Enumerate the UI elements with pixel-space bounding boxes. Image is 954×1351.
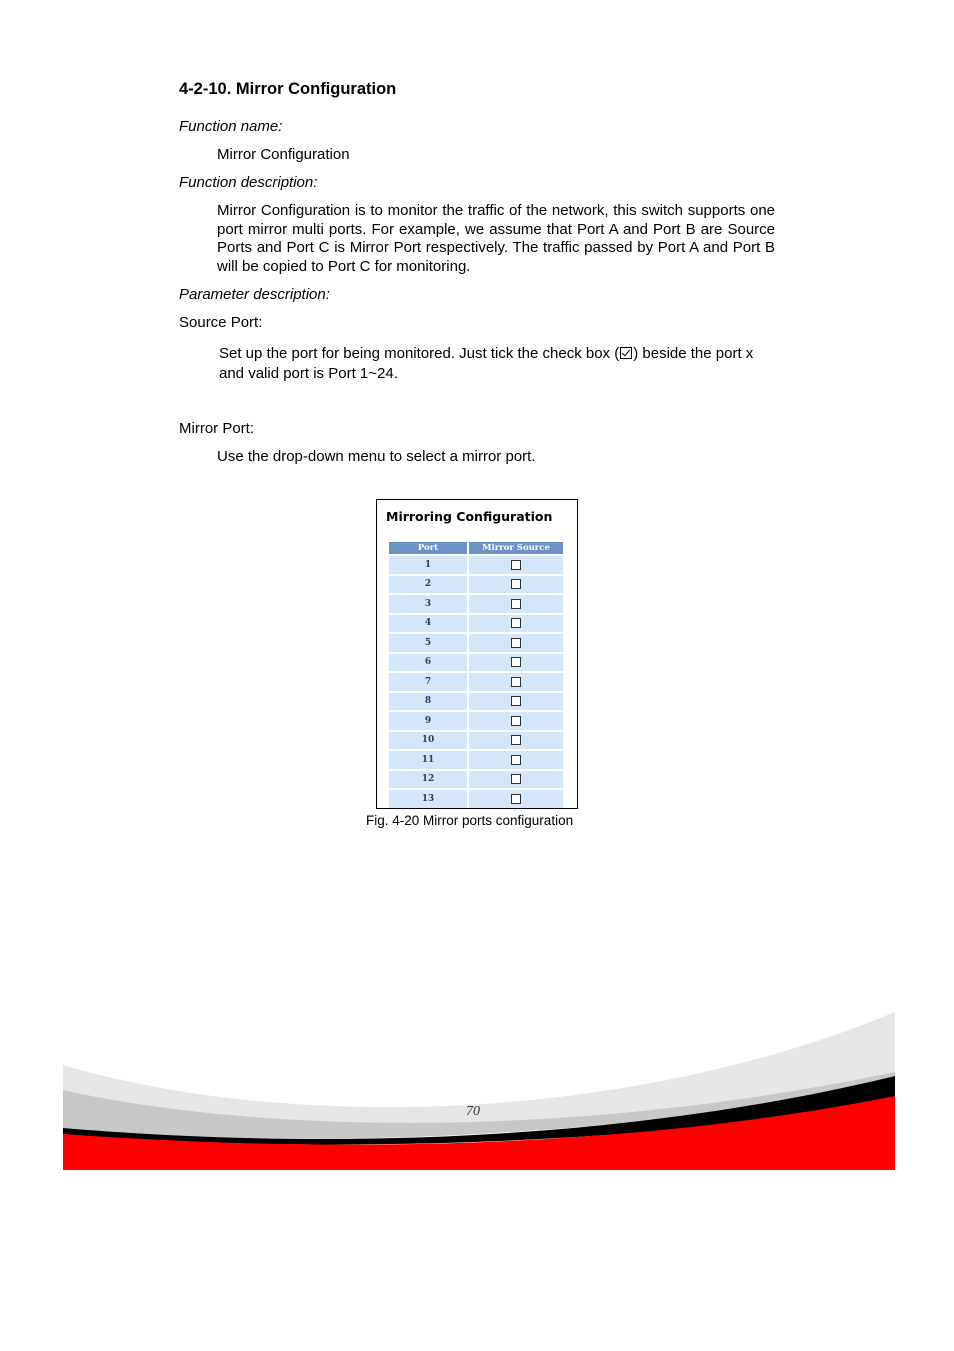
figure-caption: Fig. 4-20 Mirror ports configuration — [366, 813, 574, 828]
column-header-port: Port — [389, 542, 467, 554]
mirror-source-cell — [469, 693, 563, 711]
port-number: 2 — [389, 576, 467, 594]
port-number: 1 — [389, 556, 467, 574]
mirror-source-checkbox[interactable] — [511, 638, 521, 648]
table-row — [389, 712, 563, 730]
port-number: 8 — [389, 693, 467, 711]
table-row — [389, 556, 563, 574]
mirror-source-cell — [469, 751, 563, 769]
mirror-source-checkbox[interactable] — [511, 794, 521, 804]
mirror-source-cell — [469, 595, 563, 613]
port-number: 9 — [389, 712, 467, 730]
table-row — [389, 732, 563, 750]
port-number: 10 — [389, 732, 467, 750]
mirror-source-cell — [469, 712, 563, 730]
mirror-source-cell — [469, 615, 563, 633]
mirror-table — [387, 540, 565, 809]
port-number: 13 — [389, 790, 467, 808]
port-number: 12 — [389, 771, 467, 789]
mirror-source-checkbox[interactable] — [511, 599, 521, 609]
mirror-source-checkbox[interactable] — [511, 774, 521, 784]
footer-swoosh — [63, 1010, 895, 1170]
mirror-source-cell — [469, 673, 563, 691]
mirror-source-cell — [469, 771, 563, 789]
mirror-port-text: Use the drop-down menu to select a mirror port. — [217, 448, 536, 465]
figure-title: Mirroring Configuration — [386, 509, 553, 524]
checked-box-icon — [620, 347, 632, 359]
table-row — [389, 576, 563, 594]
table-row — [389, 673, 563, 691]
source-port-text-before: Set up the port for being monitored. Just tick the check box ( — [219, 345, 620, 362]
mirror-source-cell — [469, 732, 563, 750]
mirror-source-checkbox[interactable] — [511, 677, 521, 687]
parameter-description-label: Parameter description: — [179, 286, 330, 303]
function-description-label: Function description: — [179, 174, 318, 191]
section-heading: 4-2-10. Mirror Configuration — [179, 80, 397, 98]
mirror-source-cell — [469, 556, 563, 574]
page-number: 70 — [466, 1104, 480, 1119]
port-number: 6 — [389, 654, 467, 672]
port-number: 11 — [389, 751, 467, 769]
mirror-source-checkbox[interactable] — [511, 735, 521, 745]
function-name-value: Mirror Configuration — [217, 146, 350, 163]
mirror-source-cell — [469, 790, 563, 808]
port-number: 7 — [389, 673, 467, 691]
mirror-source-checkbox[interactable] — [511, 755, 521, 765]
column-header-mirror-source: Mirror Source — [469, 542, 563, 554]
mirror-source-cell — [469, 576, 563, 594]
port-number: 5 — [389, 634, 467, 652]
mirror-port-label: Mirror Port: — [179, 420, 254, 437]
mirror-source-checkbox[interactable] — [511, 657, 521, 667]
table-row — [389, 615, 563, 633]
mirror-source-cell — [469, 654, 563, 672]
table-row — [389, 693, 563, 711]
mirror-source-cell — [469, 634, 563, 652]
table-row — [389, 595, 563, 613]
table-row — [389, 654, 563, 672]
source-port-text — [219, 344, 764, 384]
mirror-source-checkbox[interactable] — [511, 579, 521, 589]
mirror-source-checkbox[interactable] — [511, 560, 521, 570]
source-port-label: Source Port: — [179, 314, 263, 331]
mirror-source-checkbox[interactable] — [511, 696, 521, 706]
table-row — [389, 751, 563, 769]
table-row — [389, 771, 563, 789]
mirroring-configuration-screenshot — [376, 499, 578, 809]
table-row — [389, 790, 563, 808]
mirror-source-checkbox[interactable] — [511, 618, 521, 628]
port-number: 3 — [389, 595, 467, 613]
table-row — [389, 634, 563, 652]
function-description-text: Mirror Configuration is to monitor the traffic of the network, this switch supports one port mirror multi ports. For example, we assume that Port A and Port B are Source Ports and Port C is Mirror Port respectively. The traffic passed by Port A and Port B will be copied to Port C for monitoring. — [217, 202, 775, 275]
port-number: 4 — [389, 615, 467, 633]
function-name-label: Function name: — [179, 118, 283, 135]
mirror-source-checkbox[interactable] — [511, 716, 521, 726]
source-port-text-after: ) beside the port x and valid port is Port 1~24. — [219, 345, 754, 382]
